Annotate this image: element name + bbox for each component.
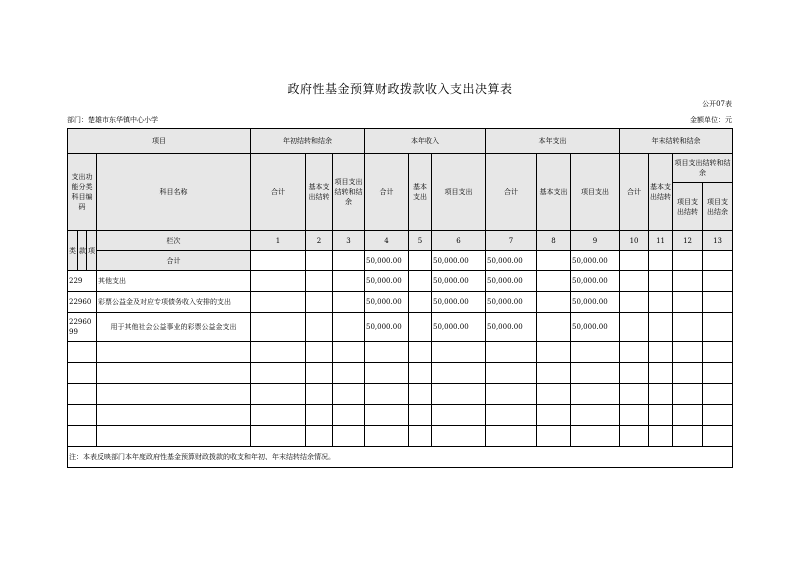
table-row (68, 405, 733, 426)
col-number: 6 (432, 231, 486, 251)
header-open-project-carry-balance: 项目支出结转和结余 (333, 154, 365, 231)
header-open-basic-carry: 基本支出结转 (306, 154, 333, 231)
col-number: 11 (649, 231, 673, 251)
header-column-no: 栏次 (97, 231, 251, 251)
col-number: 13 (703, 231, 733, 251)
header-exp-total: 合计 (486, 154, 537, 231)
row-name: 其他支出 (97, 271, 251, 292)
col-number: 7 (486, 231, 537, 251)
header-exp-basic: 基本支出 (537, 154, 571, 231)
header-income-project: 项目支出 (432, 154, 486, 231)
row-exp-total: 50,000.00 (486, 292, 537, 313)
header-subject-name: 科目名称 (97, 154, 251, 231)
header-close-total: 合计 (620, 154, 649, 231)
table-row (68, 363, 733, 384)
header-closing-balance: 年末结转和结余 (620, 129, 733, 154)
page-title: 政府性基金预算财政拨款收入支出决算表 (287, 82, 513, 96)
header-income-total: 合计 (365, 154, 409, 231)
col-number: 3 (333, 231, 365, 251)
total-income-total: 50,000.00 (365, 251, 409, 271)
col-number: 5 (409, 231, 432, 251)
header-open-total: 合计 (251, 154, 306, 231)
col-number: 4 (365, 231, 409, 251)
row-exp-project: 50,000.00 (571, 292, 620, 313)
row-income-total: 50,000.00 (365, 271, 409, 292)
row-exp-project: 50,000.00 (571, 313, 620, 342)
total-income-project: 50,000.00 (432, 251, 486, 271)
row-name: 彩票公益金及对应专项债务收入安排的支出 (97, 292, 251, 313)
row-code: 229 (68, 271, 97, 292)
table-row (68, 271, 733, 292)
row-income-project: 50,000.00 (432, 313, 486, 342)
col-number: 9 (571, 231, 620, 251)
header-close-project-balance: 项目支出结余 (703, 183, 733, 231)
header-func-code: 支出功能分类科目编码 (68, 154, 97, 231)
table-row (68, 384, 733, 405)
header-exp-project: 项目支出 (571, 154, 620, 231)
row-code: 2296099 (68, 313, 97, 342)
header-kuan: 款 (78, 231, 87, 271)
row-exp-project: 50,000.00 (571, 271, 620, 292)
header-xiang: 项 (87, 231, 97, 271)
total-exp-project: 50,000.00 (571, 251, 620, 271)
total-exp-total: 50,000.00 (486, 251, 537, 271)
total-row-label: 合计 (97, 251, 251, 271)
amount-unit-label: 金额单位：元 (690, 116, 732, 124)
col-number: 8 (537, 231, 571, 251)
row-income-total: 50,000.00 (365, 292, 409, 313)
col-number: 2 (306, 231, 333, 251)
form-number: 公开07表 (702, 100, 732, 108)
header-close-project-carry: 项目支出结转 (673, 183, 703, 231)
header-opening-balance: 年初结转和结余 (251, 129, 365, 154)
table-row (68, 292, 733, 313)
col-number: 10 (620, 231, 649, 251)
header-income: 本年收入 (365, 129, 486, 154)
department-label: 部门：楚雄市东华镇中心小学 (67, 116, 158, 124)
row-exp-total: 50,000.00 (486, 313, 537, 342)
row-exp-total: 50,000.00 (486, 271, 537, 292)
col-number: 12 (673, 231, 703, 251)
header-expenditure: 本年支出 (486, 129, 620, 154)
col-number: 1 (251, 231, 306, 251)
header-lei: 类 (68, 231, 78, 271)
row-code: 22960 (68, 292, 97, 313)
budget-table (67, 128, 733, 468)
row-income-total: 50,000.00 (365, 313, 409, 342)
row-name: 用于其他社会公益事业的彩票公益金支出 (97, 313, 251, 342)
row-income-project: 50,000.00 (432, 271, 486, 292)
footnote: 注：本表反映部门本年度政府性基金预算财政拨款的收支和年初、年末结转结余情况。 (68, 447, 733, 468)
table-row (68, 313, 733, 342)
row-income-project: 50,000.00 (432, 292, 486, 313)
table-row (68, 426, 733, 447)
header-income-basic: 基本支出 (409, 154, 432, 231)
header-project: 项目 (68, 129, 251, 154)
header-close-project-carry-balance: 项目支出结转和结余 (673, 154, 733, 183)
header-close-basic-carry: 基本支出结转 (649, 154, 673, 231)
table-row (68, 342, 733, 363)
